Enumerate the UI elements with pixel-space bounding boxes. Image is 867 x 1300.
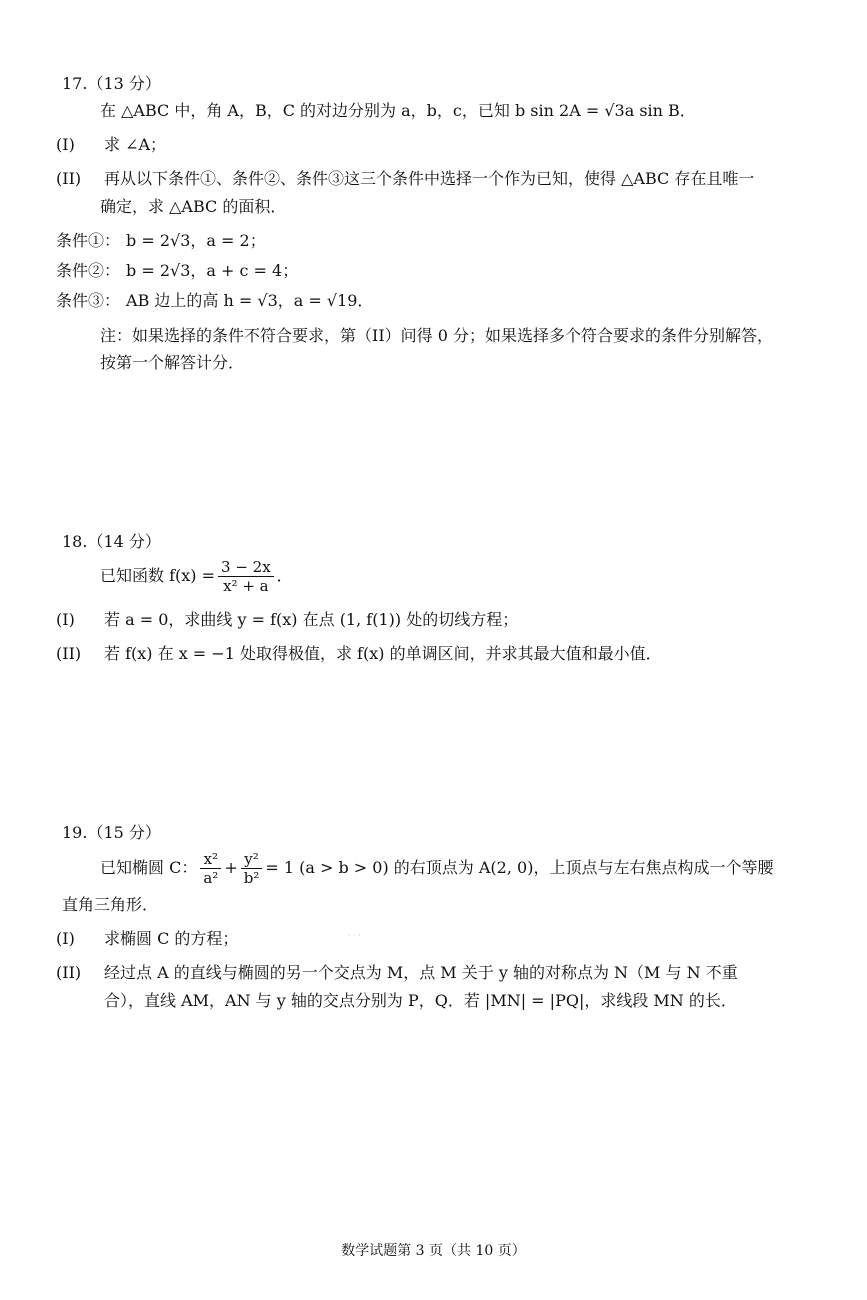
condition-3-text: AB 边上的高 h = √3，a = √19． — [126, 291, 374, 310]
q17-part1 — [56, 134, 166, 156]
q18-part2 — [56, 643, 662, 665]
q19-stem-line-2: 直角三角形． — [62, 895, 159, 914]
q19-part2-tag: (II) — [56, 963, 82, 982]
q17-note-2: 按第一个解答计分． — [100, 353, 245, 372]
q18-stem-prefix: 已知函数 f(x) = — [100, 566, 216, 585]
condition-1-text: b = 2√3，a = 2； — [126, 231, 266, 250]
q18-stem-suffix: ． — [276, 566, 293, 585]
q19-fraction-x-denominator: a² — [203, 869, 219, 887]
q18-fraction — [218, 558, 274, 595]
q19-stem-suffix: = 1 (a > b > 0) 的右顶点为 A(2, 0)，上顶点与左右焦点构成一个等腰 — [265, 858, 774, 877]
condition-2-text: b = 2√3，a + c = 4； — [126, 261, 299, 280]
q19-part1 — [56, 928, 238, 950]
q19-fraction-y-numerator: y² — [241, 850, 263, 869]
condition-1-label: 条件①： — [56, 231, 121, 250]
q18-fraction-numerator: 3 − 2x — [218, 558, 274, 577]
q19-part2-text-2: 合），直线 AM，AN 与 y 轴的交点分别为 P，Q．若 |MN| = |PQ|，求线段 MN 的长． — [104, 991, 737, 1010]
q19-heading: 19.（15 分） — [62, 823, 161, 842]
q17-note-1: 注：如果选择的条件不符合要求，第（II）问得 0 分；如果选择多个符合要求的条件分别解答， — [100, 326, 773, 345]
q19-plus: + — [224, 858, 238, 877]
q18-part1 — [56, 609, 518, 631]
scan-speck: · · · — [348, 931, 361, 940]
q19-fraction-x — [200, 850, 221, 887]
q18-part2-tag: (II) — [56, 644, 82, 663]
q17-part2-text-2: 确定，求 △ABC 的面积． — [100, 197, 287, 216]
q19-part1-tag: (I) — [56, 929, 75, 948]
q17-part2-text-1: 再从以下条件①、条件②、条件③这三个条件中选择一个作为已知，使得 △ABC 存在且唯一 — [104, 169, 755, 188]
q17-part2-tag: (II) — [56, 169, 82, 188]
q18-part1-text: 若 a = 0，求曲线 y = f(x) 在点 (1, f(1)) 处的切线方程； — [104, 610, 519, 629]
page-footer: 数学试题第 3 页（共 10 页） — [341, 1243, 526, 1259]
q18-part1-tag: (I) — [56, 610, 75, 629]
q18-stem — [100, 556, 293, 596]
q19-fraction-x-numerator: x² — [200, 850, 221, 869]
q17-stem: 在 △ABC 中，角 A，B，C 的对边分别为 a，b，c，已知 b sin 2A = √3a sin B． — [100, 101, 696, 120]
q17-heading: 17.（13 分） — [62, 74, 161, 93]
q17-condition-2 — [56, 260, 298, 282]
q17-part2 — [56, 168, 754, 190]
q17-condition-3 — [56, 290, 373, 312]
q19-part2-text-1: 经过点 A 的直线与椭圆的另一个交点为 M，点 M 关于 y 轴的对称点为 N（M 与 N 不重 — [104, 963, 738, 982]
q19-stem — [100, 848, 773, 888]
q18-fraction-denominator: x² + a — [223, 577, 269, 595]
q19-fraction-y-denominator: b² — [243, 869, 260, 887]
q17-part1-text: 求 ∠A； — [104, 135, 167, 154]
q17-condition-1 — [56, 230, 266, 252]
condition-2-label: 条件②： — [56, 261, 121, 280]
q19-part2 — [56, 962, 738, 984]
condition-3-label: 条件③： — [56, 291, 121, 310]
q19-part1-text: 求椭圆 C 的方程； — [104, 929, 239, 948]
q19-stem-prefix: 已知椭圆 C： — [100, 858, 198, 877]
q18-part2-text: 若 f(x) 在 x = −1 处取得极值，求 f(x) 的单调区间，并求其最大值和最小值． — [104, 644, 662, 663]
q18-heading: 18.（14 分） — [62, 532, 161, 551]
q17-part1-tag: (I) — [56, 135, 75, 154]
q19-fraction-y — [241, 850, 263, 887]
